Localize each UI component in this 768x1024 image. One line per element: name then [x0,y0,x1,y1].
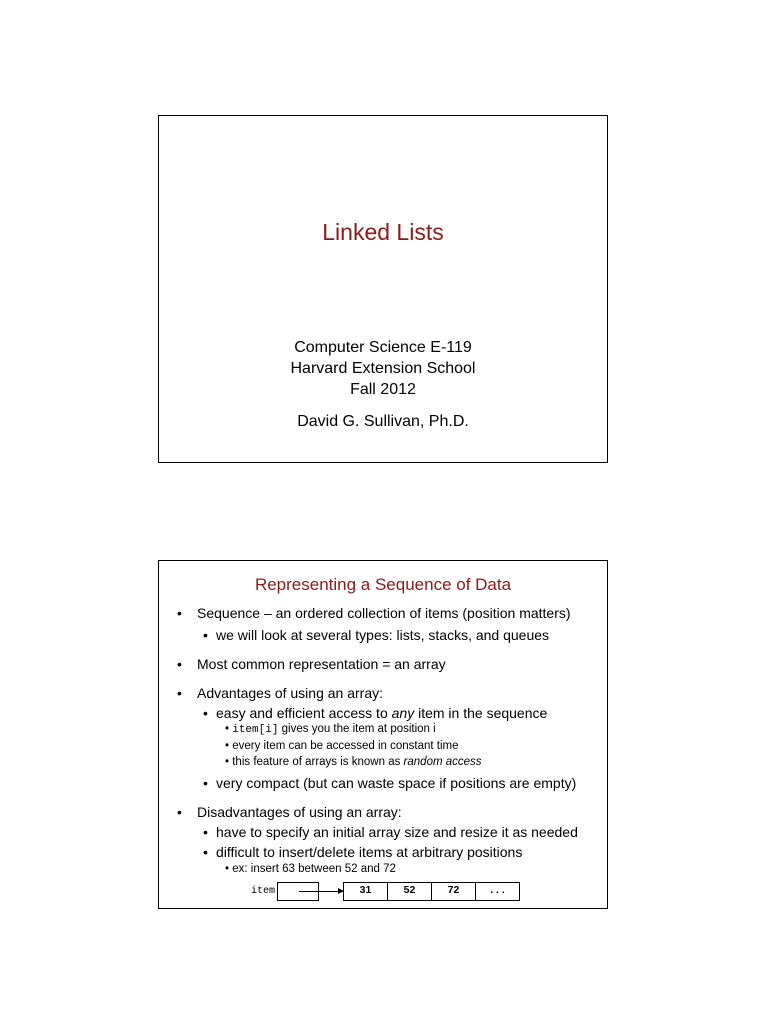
sub-sub-bullet-constant-time: • every item can be accessed in constant time [225,740,459,752]
slide-title: Representing a Sequence of Data [254,575,512,594]
bullet-dot: • [177,804,182,820]
bullet-dot: • [225,863,230,875]
school-name: Harvard Extension School [290,360,476,377]
arrow-icon [299,891,343,892]
content-slide: Representing a Sequence of Data • Sequence – an ordered collection of items (position matters) • we will look at several types: lists, stacks, and queues • Most common representation = an array • Advantages of using an array: • easy and efficient access to any item in the sequence • item[i] gives you the item at position i • every item can be accessed in constant time • this feature of arrays is known as random access • very compact (but can waste space if positions are empty) • Disadvantages of using an array: • have to specify an initial array size and resize it as needed • difficult to insert/delete items at arbitrary positions • ex: insert 63 between 52 and 72 item 31 52 72 . . . [158,560,608,909]
array-cell: . . . [475,882,520,901]
bullet-dot: • [225,740,230,752]
bullet-dot: • [225,723,230,735]
title-slide [158,115,608,463]
course-info [159,337,607,400]
term: Fall 2012 [350,381,416,398]
author: David G. Sullivan, Ph.D. [297,413,469,430]
sub-sub-bullet-random-access: • this feature of arrays is known as random access [225,756,482,768]
course-name: Computer Science E-119 [294,339,472,356]
bullet-dot: • [225,756,230,768]
sub-sub-bullet-item-index: • item[i] gives you the item at position i [225,723,436,736]
array-cell: 31 [343,882,388,901]
bullet-dot: • [203,844,208,860]
array-cell: 72 [431,882,476,901]
bullet-dot: • [203,705,208,721]
bullet-dot: • [177,685,182,701]
bullet-dot: • [203,824,208,840]
bullet-dot: • [177,656,182,672]
bullet-dot: • [177,605,182,621]
slide-title: Linked Lists [322,219,444,245]
bullet-dot: • [203,627,208,643]
array-cells [343,882,520,901]
array-diagram [251,882,531,902]
sub-sub-bullet-example: • ex: insert 63 between 52 and 72 [225,863,396,875]
array-variable-label: item [251,886,276,897]
array-cell: 52 [387,882,432,901]
bullet-dot: • [203,775,208,791]
